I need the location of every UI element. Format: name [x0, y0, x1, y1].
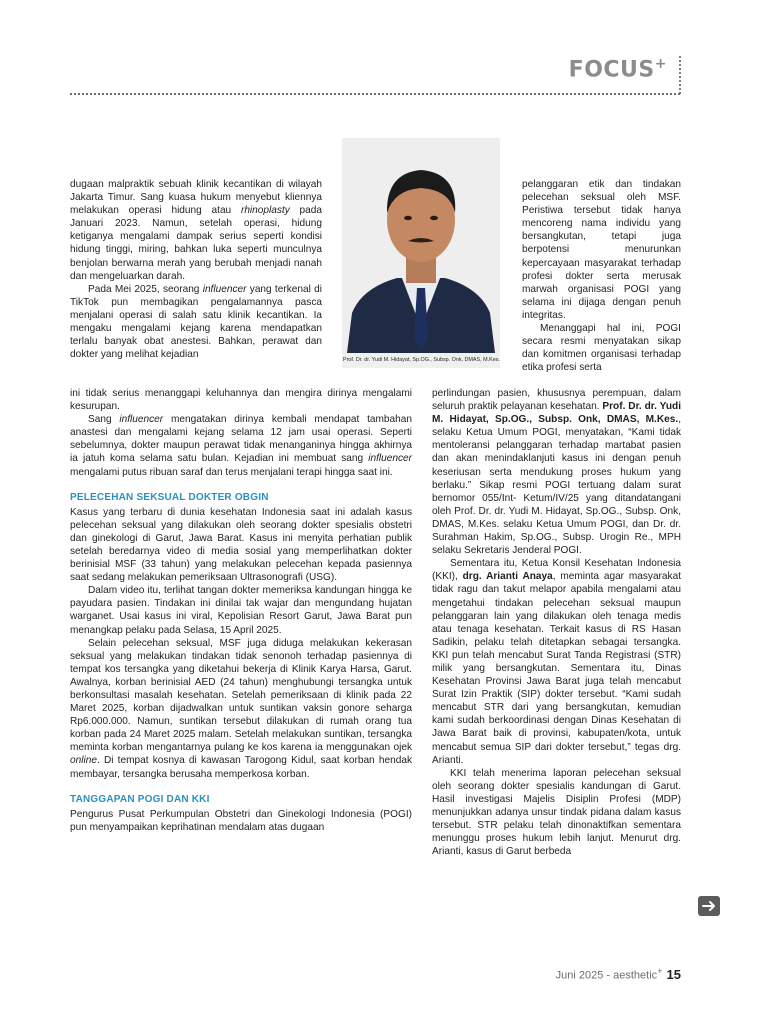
header-divider — [679, 56, 681, 94]
paragraph: dugaan malpraktik sebuah klinik kecantikan di wilayah Jakarta Timur. Sang kuasa hukum menyebut kliennya melakukan operasi hidung atau rhinoplasty pada Januari 2023. Namun, setelah operasi, hidung ketiganya mengalami dampak serius seperti kondisi hidung tinggi, miring, bahkan luka seperti munculnya benjolan berwarna merah yang berubah menjadi nanah dan mengeluarkan darah. — [70, 179, 323, 282]
paragraph: perlindungan pasien, khususnya perempuan, dalam seluruh praktik pelayanan kesehatan. Prof. Dr. dr. Yudi M. Hidayat, Sp.OG., Subsp. Onk, DMAS, M.Kes., selaku Ketua Umum POGI, menyatakan, “Kami tidak mentoleransi pelanggaran terhadap martabat pasien dan akan menindaklanjuti kasus ini dengan penuh keseriusan serta mendukung proses hukum yang berlaku.” Sikap resmi POGI tertuang dalam surat bernomor 055/Int- Ketum/IV/25 yang ditandatangani oleh Prof. Dr. dr. Yudi M. Hidayat, Sp.OG., Subsp. Onk, DMAS, M.Kes. selaku Ketua Umum POGI, dan Dr. dr. Surahman Hakim, Sp.OG., Subsp. Urogin Re., MPH selaku Sekretaris Jenderal POGI. — [432, 388, 681, 557]
left-column-main — [70, 387, 412, 834]
page-footer: Juni 2025 - aesthetic+ 15 — [555, 966, 681, 982]
section-heading: PELECEHAN SEKSUAL DOKTER OBGIN — [70, 491, 269, 503]
paragraph: Sementara itu, Ketua Konsil Kesehatan Indonesia (KKI), drg. Arianti Anaya, meminta agar masyarakat tidak ragu dan takut melapor apabila mengalami atau mengetahui tindakan pelecehan seksual maupun pelanggaran lain yang dilakukan oleh tenaga medis atau tenaga kesehatan. Terkait kasus di RS Hasan Sadikin, pelaku telah ditetapkan sebagai tersangka. KKI pun telah mencabut Surat Tanda Registrasi (STR) milik yang bersangkutan. Sementara itu, Dinas Kesehatan Provinsi Jawa Barat juga telah mencabut Surat Izin Praktik (SIP) dokter tersebut. “Kami sudah mencabut STR dari yang bersangkutan, kemudian kami sudah berkoordinasi dengan Dinas Kesehatan di Jawa Barat baik di provinsi, kabupaten/kota, untuk mencabut semua SIP dari dokter tersebut,” tegas drg. Arianti. — [432, 558, 681, 766]
paragraph: ini tidak serius menanggapi keluhannya dan mengira dirinya mengalami kesurupan. — [70, 388, 412, 413]
paragraph: Menanggapi hal ini, POGI secara resmi menyatakan sikap dan komitmen organisasi terhadap etika profesi serta — [522, 323, 681, 374]
portrait-photo — [342, 138, 500, 368]
paragraph: Selain pelecehan seksual, MSF juga diduga melakukan kekerasan seksual yang melakukan tindakan tidak senonoh terhadap pasiennya di tempat kos tersangka yang diketahui bekerja di Klinik Karya Harsa, Garut. Awalnya, korban berinisial AED (24 tahun) menghubungi tersangka untuk berkonsultasi masalah kesehatan. Setelah pemeriksaan di klinik pada 22 Maret 2025, korban dijadwalkan untuk suntikan vaksin gonore seharga Rp6.000.000. Namun, suntikan tersebut dilakukan di rumah orang tua korban pada 24 Maret 2025 malam. Setelah melakukan suntikan, tersangka meminta korban mengantarnya pulang ke kos karena ia menggunakan ojek online. Di tempat kosnya di kawasan Tarogong Kidul, saat korban hendak membayar, tersangka berusaha memperkosa korban. — [70, 637, 412, 780]
page-number: 15 — [666, 966, 681, 982]
paragraph: Kasus yang terbaru di dunia kesehatan Indonesia saat ini adalah kasus pelecehan seksual yang dilakukan oleh seorang dokter spesialis obstetri dan ginekologi di Garut, Jawa Barat. Kasus ini menyita perhatian publik setelah beredarnya video di media sosial yang memperlihatkan dokter berinisial MSF (33 tahun) yang melakukan pelecehan kepada pasiennya saat sedang melakukan pemeriksaan Ultrasonografi (USG). — [70, 506, 412, 584]
paragraph: Dalam video itu, terlihat tangan dokter memeriksa kandungan hingga ke payudara pasien. Tindakan ini dinilai tak wajar dan mengundang hujatan warganet. Usai kasus ini viral, Kepolisian Resort Garut, Jawa Barat pun menangkap pelaku pada Selasa, 15 April 2025. — [70, 585, 412, 636]
arrow-right-icon[interactable] — [698, 896, 720, 916]
portrait-illustration — [342, 138, 500, 353]
section-heading: TANGGAPAN POGI DAN KKI — [70, 793, 210, 805]
paragraph: Sang influencer mengatakan dirinya kembali mendapat tambahan anastesi dan mengalami kejang selama 12 jam usai operasi. Seperti sebelumnya, dokter maupun perawat tidak menanganinya hingga akhirnya ia jatuh koma selama satu bulan. Kejadian ini membuat sang influencer mengalami putus ribuan saraf dan terus menjalani terapi hingga saat ini. — [70, 414, 412, 478]
left-column-top — [70, 178, 322, 361]
photo-caption: Prof. Dr. dr. Yudi M. Hidayat, Sp.OG., Subsp. Onk, DMAS, M.Kes. — [343, 357, 500, 363]
paragraph: Pengurus Pusat Perkumpulan Obstetri dan Ginekologi Indonesia (POGI) pun menyampaikan keprihatinan mendalam atas dugaan — [70, 808, 412, 833]
paragraph: Pada Mei 2025, seorang influencer yang terkenal di TikTok pun membagikan pengalamannya pasca menjalani operasi di salah satu klinik kecantikan. Ia mengaku mengalami kejang karena mendapatkan terlalu banyak obat anestesi. Bahkan, perawat dan dokter yang melihat kejadian — [70, 283, 322, 361]
magazine-section-brand: FOCUS+ — [568, 56, 667, 83]
paragraph: pelanggaran etik dan tindakan pelecehan seksual oleh MSF. Peristiwa tersebut tidak hanya mencoreng nama individu yang bersangkutan, tetapi juga berpotensi menurunkan kepercayaan masyarakat terhadap profesi dokter serta merusak marwah organisasi POGI yang selama ini dijaga dengan penuh integritas. — [522, 179, 681, 321]
right-column-main — [432, 387, 681, 858]
paragraph: KKI telah menerima laporan pelecehan seksual oleh seorang dokter spesialis kandungan di Garut. Hasil investigasi Majelis Disiplin Profesi (MDP) menunjukkan adanya unsur tindak pidana dalam kasus tersebut. STR pelaku telah dinonaktifkan sementara menunggu proses hukum lebih lanjut. Menurut drg. Arianti, kasus di Garut berbeda — [432, 767, 681, 858]
right-column-top — [522, 178, 681, 374]
header-dotted-rule — [70, 93, 680, 95]
